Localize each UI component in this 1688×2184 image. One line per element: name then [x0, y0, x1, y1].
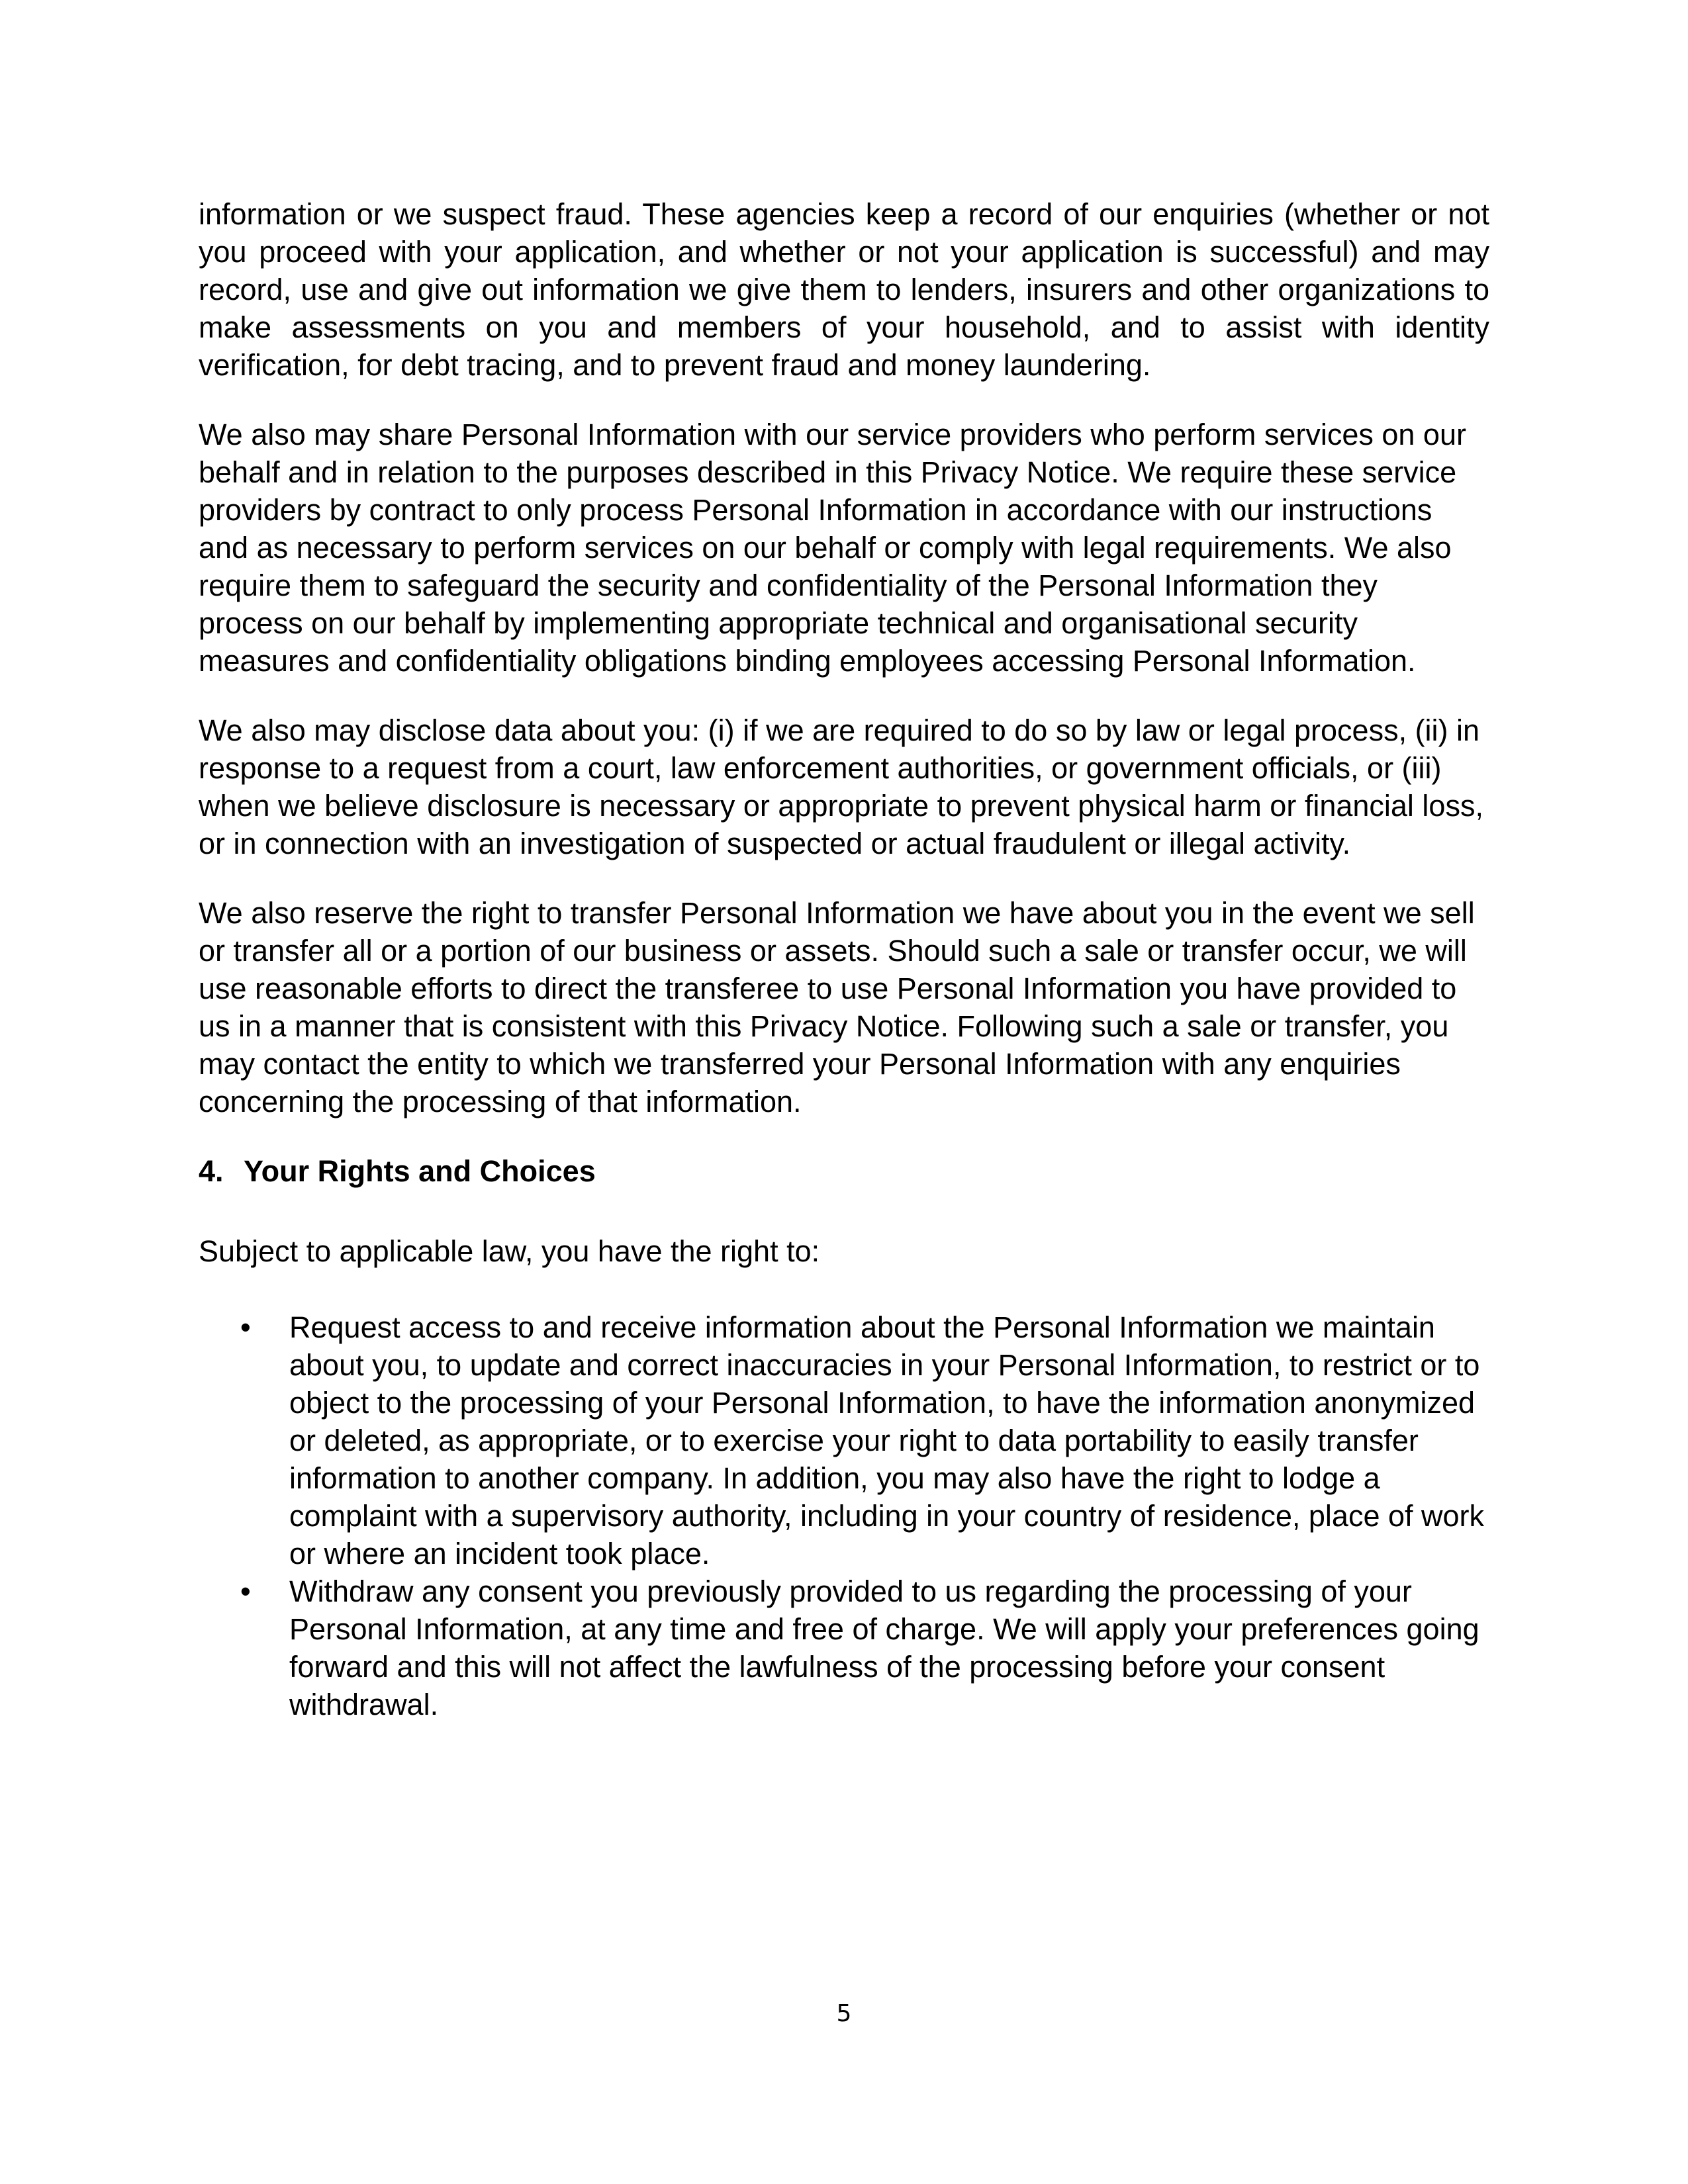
document-page — [199, 195, 1489, 1723]
list-item-text: Withdraw any consent you previously provided to us regarding the processing of your Personal Information, at any time and free of charge. We will apply your preferences going forward and this will not affect the lawfulness of the processing before your consent withdrawal. — [289, 1574, 1479, 1721]
paragraph-service-providers: We also may share Personal Information with our service providers who perform services on our behalf and in relation to the purposes described in this Privacy Notice. We require these service providers by contract to only process Personal Information in accordance with our instructions and as necessary to perform services on our behalf or comply with legal requirements. We also require them to safeguard the security and confidentiality of the Personal Information they process on our behalf by implementing appropriate technical and organisational security measures and confidentiality obligations binding employees accessing Personal Information. — [199, 418, 1466, 678]
list-item-text: Request access to and receive information about the Personal Information we maintain about you, to update and correct inaccuracies in your Personal Information, to restrict or to object to the processing of your Personal Information, to have the information anonymized or deleted, as appropriate, or to exercise your right to data portability to easily transfer information to another company. In addition, you may also have the right to lodge a complaint with a supervisory authority, including in your country of residence, place of work or where an incident took place. — [289, 1310, 1485, 1570]
bullet-icon: • — [240, 1310, 251, 1344]
list-item — [199, 1572, 1489, 1723]
paragraph-legal-disclosure: We also may disclose data about you: (i) if we are required to do so by law or legal process, (ii) in response to a request from a court, law enforcement authorities, or government officials, or (iii) when we believe disclosure is necessary or appropriate to prevent physical harm or financial loss, or in connection with an investigation of suspected or actual fraudulent or illegal activity. — [199, 713, 1483, 860]
page-number: 5 — [836, 2000, 852, 2027]
bullet-icon: • — [240, 1574, 251, 1608]
section-title: Your Rights and Choices — [244, 1154, 596, 1188]
section-number: 4. — [199, 1154, 224, 1188]
rights-list — [199, 1308, 1489, 1723]
section-heading-rights — [199, 1152, 1489, 1190]
paragraph-credit-agencies: information or we suspect fraud. These agencies keep a record of our enquiries (whether or not you proceed with your application, and whether or not your application is successful) and may record, use and give out information we give them to lenders, insurers and other organizations to make assessments on you and members of your household, and to assist with identity verification, for debt tracing, and to prevent fraud and money laundering. — [199, 197, 1489, 382]
list-item — [199, 1308, 1489, 1572]
section-intro: Subject to applicable law, you have the right to: — [199, 1234, 820, 1268]
paragraph-business-transfer: We also reserve the right to transfer Personal Information we have about you in the event we sell or transfer all or a portion of our business or assets. Should such a sale or transfer occur, we will use reasonable efforts to direct the transferee to use Personal Information you have provided to us in a manner that is consistent with this Privacy Notice. Following such a sale or transfer, you may contact the entity to which we transferred your Personal Information with any enquiries concerning the processing of that information. — [199, 896, 1475, 1118]
